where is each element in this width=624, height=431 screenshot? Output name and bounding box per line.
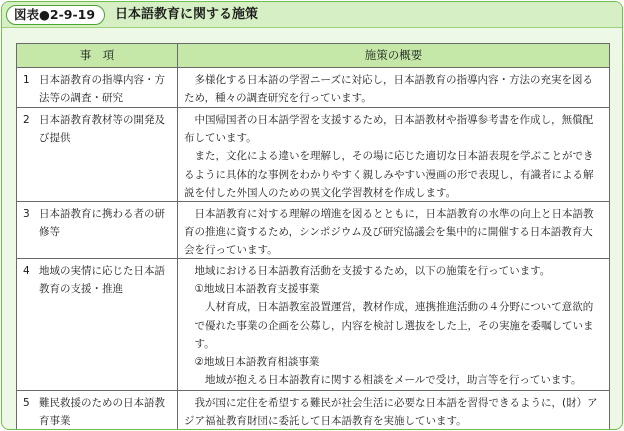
item-cell (17, 391, 178, 430)
row-number: 4 (23, 265, 30, 277)
table-row (17, 259, 609, 391)
subsection-text: 人材育成，日本語教室設置運営，教材作成，連携推進活動の４分野について意欲的で優れた事業の企画を公募し，内容を検討し選抜をした上，その実施を委嘱しています。 (194, 301, 594, 350)
header-item: 事 項 (17, 44, 178, 67)
summary-cell (178, 391, 609, 430)
item-cell (17, 259, 178, 390)
item-label: 難民救援のための日本語教育事業 (39, 397, 165, 427)
figure-label: 図表●2-9-19 (6, 5, 105, 25)
summary-paragraph: 多様化する日本語の学習ニーズに対応し，日本語教育の指導内容・方法の充実を図るため，種々の調査研究を行っています。 (184, 74, 593, 105)
header-summary: 施策の概要 (364, 48, 423, 62)
subsection-text: 地域が抱える日本語教育に関する相談をメールで受け，助言等を行っています。 (205, 374, 582, 387)
figure-title: 日本語教育に関する施策 (115, 7, 259, 22)
item-label: 日本語教育の指導内容・方法等の調査・研究 (39, 74, 165, 104)
item-cell (17, 108, 178, 201)
summary-cell (178, 68, 609, 107)
table-row (17, 108, 609, 202)
summary-paragraph: 日本語教育に対する理解の増進を図るとともに，日本語教育の水準の向上と日本語教育の推進に資するため，シンポジウム及び研究協議会を集中的に開催する日本語教育大会を行っています。 (184, 208, 594, 257)
summary-paragraph: また，文化による違いを理解し，その場に応じた適切な日本語表現を学ぶことができるように具体的な事例をわかりやすく親しみやすい漫画の形で表現し，有識者による解説を付した外国人のための異文化学習教材を作成します。 (184, 150, 594, 199)
figure-frame (1, 1, 623, 430)
table-row (17, 68, 609, 108)
summary-cell (178, 108, 609, 201)
figure-header (2, 2, 622, 28)
row-number: 2 (23, 114, 30, 126)
summary-paragraph: 我が国に定住を希望する難民が社会生活に必要な日本語を習得できるように，(財）アジア福祉教育財団に委託して日本語教育を実施しています。 (184, 397, 598, 428)
table-header-row (17, 44, 609, 68)
item-cell (17, 202, 178, 258)
item-label: 日本語教育に携わる者の研修等 (39, 208, 165, 238)
subsection-title: ②地域日本語教育相談事業 (194, 356, 320, 369)
table-row (17, 391, 609, 430)
item-label: 地域の実情に応じた日本語教育の支援・推進 (39, 265, 165, 295)
row-number: 1 (23, 74, 30, 86)
subsection-title: ①地域日本語教育支援事業 (194, 283, 320, 296)
summary-cell (178, 202, 609, 258)
summary-intro: 地域における日本語教育活動を支援するため，以下の施策を行っています。 (194, 265, 551, 277)
summary-paragraph: 中国帰国者の日本語学習を支援するため，日本語教材や指導参考書を作成し，無償配布しています。 (184, 114, 594, 145)
item-label: 日本語教育教材等の開発及び提供 (39, 114, 165, 144)
row-number: 3 (23, 208, 30, 220)
row-number: 5 (23, 397, 30, 409)
table-row (17, 202, 609, 259)
summary-cell (178, 259, 609, 390)
item-cell (17, 68, 178, 107)
policy-table (16, 43, 610, 430)
